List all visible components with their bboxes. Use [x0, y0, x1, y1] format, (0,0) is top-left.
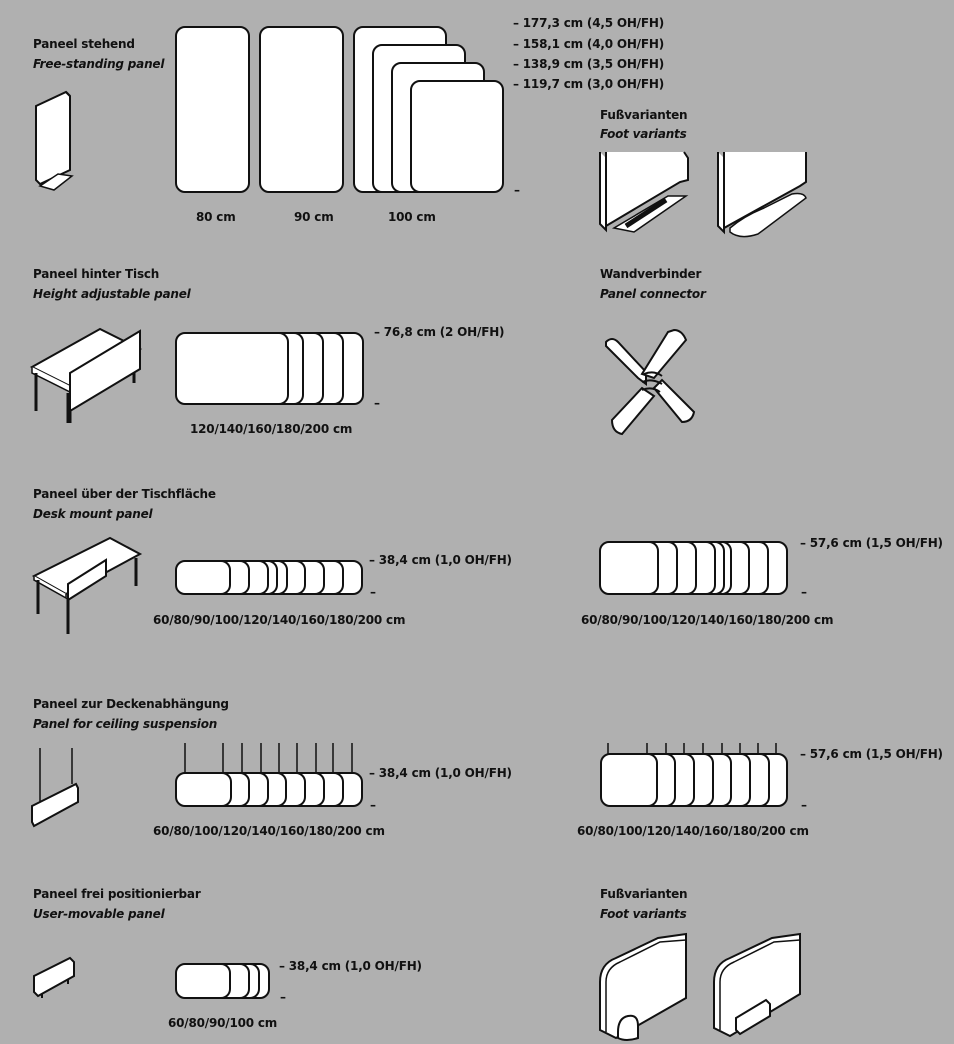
- behind-desk-title-en: Height adjustable panel: [33, 287, 191, 301]
- standing-panel-100-1197: [410, 80, 504, 193]
- foot-variants-title-de: Fußvarianten: [600, 108, 688, 122]
- baseline-tick: –: [280, 990, 286, 1004]
- standing-height-3: – 138,9 cm (3,5 OH/FH): [513, 57, 664, 71]
- standing-height-4: – 119,7 cm (3,0 OH/FH): [513, 77, 664, 91]
- desk-mount-illustration: [30, 536, 145, 636]
- standing-panel-80: [175, 26, 250, 193]
- foot-variant-square-clip-illustration: [710, 934, 804, 1042]
- desk-mount-b-height: – 57,6 cm (1,5 OH/FH): [800, 536, 943, 550]
- ceiling-a-height: – 38,4 cm (1,0 OH/FH): [369, 766, 512, 780]
- standing-width-80: 80 cm: [196, 210, 236, 224]
- foot-variant-curved-illustration: [714, 152, 814, 242]
- foot-variant-flat-illustration: [596, 152, 696, 242]
- movable-height: – 38,4 cm (1,0 OH/FH): [279, 959, 422, 973]
- standing-panel-90: [259, 26, 344, 193]
- movable-panel-60: [175, 963, 231, 999]
- desk-mount-a-widths: 60/80/90/100/120/140/160/180/200 cm: [153, 613, 406, 627]
- baseline-tick: –: [370, 798, 376, 812]
- ceiling-a-suspension-wires: [175, 741, 365, 775]
- movable-title-de: Paneel frei positionierbar: [33, 887, 201, 901]
- foot-variants-title-en: Foot variants: [600, 127, 687, 141]
- panel-connector-illustration: [598, 326, 702, 440]
- behind-desk-panel-120: [175, 332, 289, 405]
- movable-panel-illustration: [30, 954, 80, 1002]
- connector-title-en: Panel connector: [600, 287, 706, 301]
- desk-mount-a-panel-60: [175, 560, 231, 595]
- desk-mount-b-panel-60: [599, 541, 659, 595]
- baseline-tick: –: [514, 183, 520, 197]
- movable-widths: 60/80/90/100 cm: [168, 1016, 278, 1030]
- behind-desk-title-de: Paneel hinter Tisch: [33, 267, 160, 281]
- standing-title-en: Free-standing panel: [33, 57, 165, 71]
- standing-height-1: – 177,3 cm (4,5 OH/FH): [513, 16, 664, 30]
- movable-title-en: User-movable panel: [33, 907, 165, 921]
- baseline-tick: –: [374, 396, 380, 410]
- desk-mount-b-widths: 60/80/90/100/120/140/160/180/200 cm: [581, 613, 834, 627]
- foot-variants-2-title-de: Fußvarianten: [600, 887, 688, 901]
- ceiling-a-widths: 60/80/100/120/140/160/180/200 cm: [153, 824, 385, 838]
- baseline-tick: –: [801, 798, 807, 812]
- desk-mount-title-de: Paneel über der Tischfläche: [33, 487, 216, 501]
- desk-mount-title-en: Desk mount panel: [33, 507, 153, 521]
- ceiling-a-panel-60: [175, 772, 232, 807]
- ceiling-b-panel-60: [600, 753, 658, 807]
- baseline-tick: –: [370, 585, 376, 599]
- ceiling-b-height: – 57,6 cm (1,5 OH/FH): [800, 747, 943, 761]
- ceiling-b-widths: 60/80/100/120/140/160/180/200 cm: [577, 824, 809, 838]
- connector-title-de: Wandverbinder: [600, 267, 702, 281]
- standing-width-100: 100 cm: [388, 210, 436, 224]
- standing-title-de: Paneel stehend: [33, 37, 135, 51]
- foot-variants-2-title-en: Foot variants: [600, 907, 687, 921]
- standing-width-90: 90 cm: [294, 210, 334, 224]
- standing-height-2: – 158,1 cm (4,0 OH/FH): [513, 37, 664, 51]
- desk-mount-a-height: – 38,4 cm (1,0 OH/FH): [369, 553, 512, 567]
- behind-desk-height: – 76,8 cm (2 OH/FH): [374, 325, 505, 339]
- behind-desk-widths: 120/140/160/180/200 cm: [190, 422, 353, 436]
- ceiling-panel-illustration: [28, 748, 88, 832]
- standing-panel-illustration: [30, 88, 80, 198]
- ceiling-title-en: Panel for ceiling suspension: [33, 717, 218, 731]
- ceiling-title-de: Paneel zur Deckenabhängung: [33, 697, 229, 711]
- baseline-tick: –: [801, 585, 807, 599]
- behind-desk-illustration: [28, 325, 148, 430]
- foot-variant-round-clip-illustration: [596, 934, 690, 1042]
